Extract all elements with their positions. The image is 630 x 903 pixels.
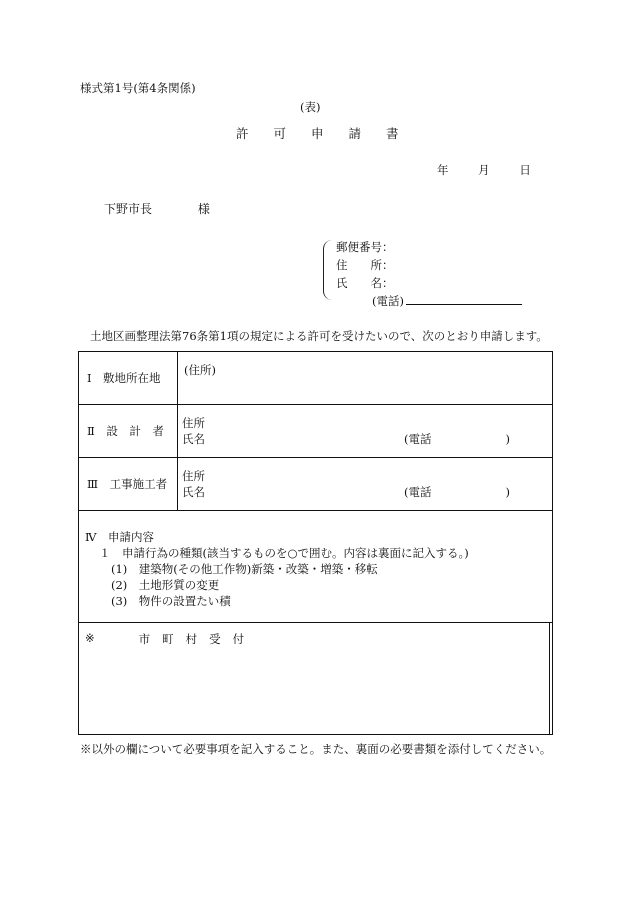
phone-field[interactable] [406, 292, 522, 305]
address-label: 住 所： [336, 258, 394, 272]
applicant-brace [323, 240, 332, 300]
designer-cell[interactable] [178, 405, 553, 458]
footer-note: ※以外の欄について必要事項を記入すること。また、裏面の必要書類を添付してください。 [80, 742, 552, 756]
site-value-cell[interactable] [178, 352, 553, 405]
contents-option-2: (2) 土地形質の変更 [111, 578, 220, 592]
contents-option-1: (1) 建築物(その他工作物)新築・改築・増築・移転 [111, 562, 378, 576]
contractor-cell[interactable] [178, 458, 553, 511]
date-day: 日 [519, 163, 531, 177]
contents-cell[interactable] [79, 511, 553, 623]
reception-label: 市町村受付 [138, 632, 257, 646]
date-month: 月 [478, 163, 490, 177]
date-year: 年 [437, 163, 449, 177]
reception-stamp-cell [550, 623, 553, 735]
designer-address-label: 住所 [182, 416, 205, 430]
addressee-name: 下野市長 [104, 202, 153, 216]
designer-phone-label: (電話 ) [404, 432, 510, 446]
addressee-line [104, 200, 210, 217]
name-label: 氏 名： [336, 276, 394, 290]
contents-option-3: (3) 物件の設置たい積 [111, 594, 231, 608]
form-number: 様式第1号(第4条関係) [80, 81, 196, 95]
document-title: 許可申請書 [236, 126, 424, 141]
site-label: Ⅰ 敷地所在地 [79, 352, 178, 405]
contractor-name-label: 氏名 [182, 485, 205, 499]
designer-name-label: 氏名 [182, 432, 205, 446]
contractor-phone-label: (電話 ) [404, 485, 510, 499]
contractor-label: Ⅲ 工事施工者 [79, 458, 178, 511]
reception-mark: ※ [85, 631, 95, 645]
addressee-honorific: 様 [197, 202, 210, 216]
date-line [437, 162, 557, 178]
applicant-block [336, 238, 522, 310]
site-value-label: (住所) [184, 363, 216, 377]
contents-heading: Ⅳ 申請内容 [85, 530, 154, 544]
postal-label: 郵便番号： [336, 240, 394, 254]
application-form-table [78, 351, 553, 735]
designer-label: Ⅱ 設 計 者 [79, 405, 178, 458]
contractor-address-label: 住所 [182, 469, 205, 483]
contents-item1: １ 申請行為の種類(該当するものを○で囲む。内容は裏面に記入する。) [99, 546, 469, 560]
front-side-label: (表) [300, 100, 321, 114]
intro-text: 土地区画整理法第76条第1項の規定による許可を受けたいので、次のとおり申請します。 [90, 329, 548, 343]
reception-cell [79, 623, 550, 735]
phone-label: (電話) [372, 294, 404, 308]
